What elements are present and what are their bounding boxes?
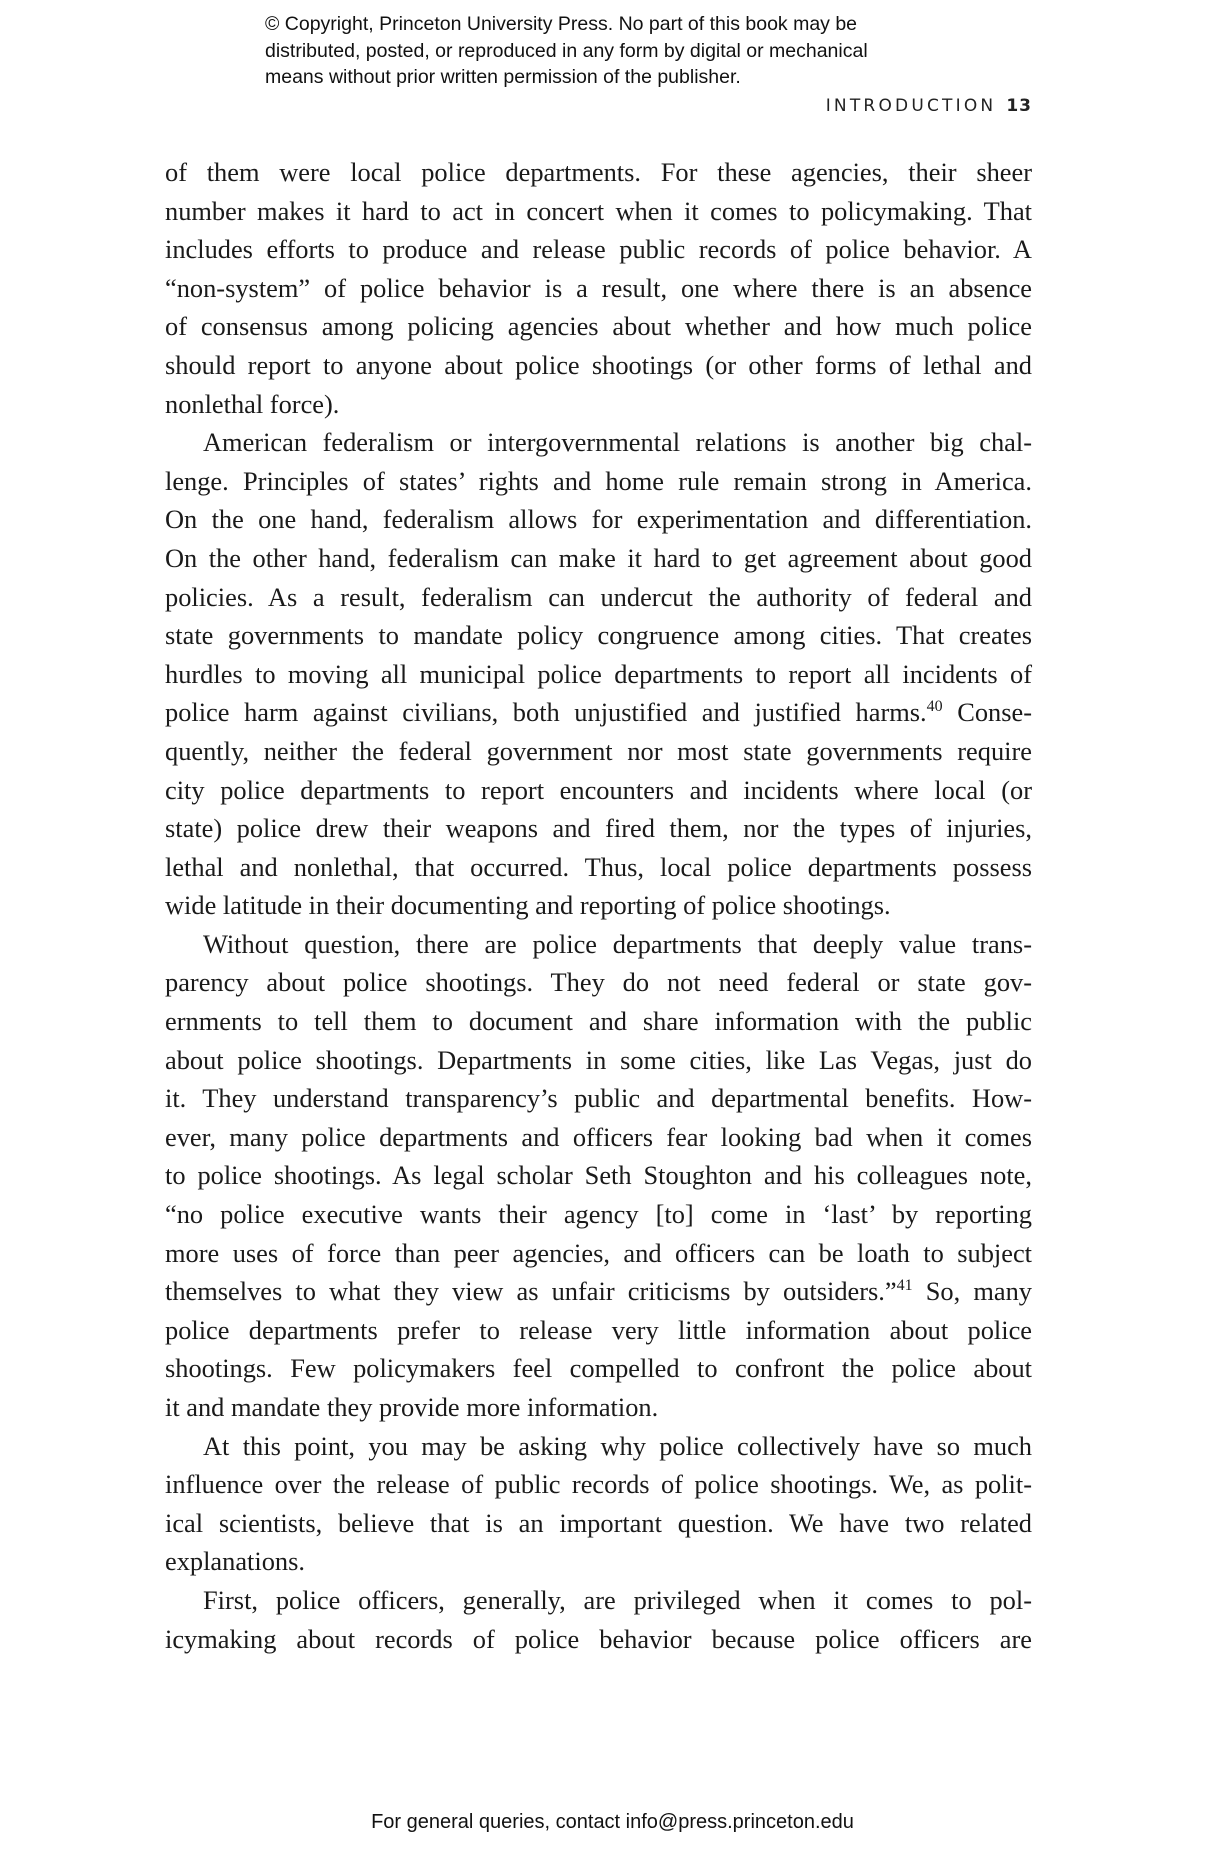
- text-line: Without question, there are police departments that deeply value trans-: [203, 928, 1032, 959]
- text-line: police departments prefer to release very little information about police: [165, 1314, 1032, 1345]
- text-line: parency about police shootings. They do not need federal or state gov-: [165, 967, 1032, 998]
- text-line: influence over the release of public records of police shootings. We, as polit-: [165, 1469, 1032, 1500]
- text-line: wide latitude in their documenting and reporting of police shootings.: [165, 890, 891, 921]
- text-run: Conse-: [942, 697, 1032, 728]
- text-line: number makes it hard to act in concert when it comes to policymaking. That: [165, 195, 1032, 226]
- text-line: lenge. Principles of states’ rights and home rule remain strong in America.: [165, 465, 1032, 496]
- footer-contact: For general queries, contact info@press.princeton.edu: [371, 1811, 854, 1833]
- text-line: state governments to mandate policy congruence among cities. That creates: [165, 620, 1032, 651]
- text-run: police harm against civilians, both unjustified and justified harms.: [165, 697, 927, 728]
- text-line: American federalism or intergovernmental relations is another big chal-: [203, 427, 1032, 458]
- text-line: of them were local police departments. For these agencies, their sheer: [165, 157, 1032, 187]
- text-line: city police departments to report encounters and incidents where local (or: [165, 774, 1032, 805]
- text-line: ernments to tell them to document and share information with the public: [165, 1006, 1032, 1037]
- copyright-line: © Copyright, Princeton University Press. No part of this book may be: [265, 13, 858, 35]
- text-line: more uses of force than peer agencies, and officers can be loath to subject: [165, 1237, 1032, 1268]
- text-line: policies. As a result, federalism can undercut the authority of federal and: [165, 581, 1032, 612]
- text-line: “no police executive wants their agency [to] come in ‘last’ by reporting: [165, 1199, 1032, 1230]
- text-line: [165, 693, 1032, 732]
- text-line: ever, many police departments and officers fear looking bad when it comes: [165, 1121, 1032, 1152]
- text-line: it. They understand transparency’s public and departmental benefits. How-: [165, 1083, 1032, 1114]
- body-text: [165, 153, 1032, 1658]
- copyright-line: means without prior written permission of the publisher.: [265, 66, 741, 88]
- paragraph: [165, 1581, 1032, 1658]
- paragraph: [165, 925, 1032, 1427]
- text-line: state) police drew their weapons and fired them, nor the types of injuries,: [165, 813, 1032, 844]
- footnote-marker[interactable]: 41: [896, 1277, 913, 1295]
- text-line: On the one hand, federalism allows for experimentation and differentiation.: [165, 504, 1032, 535]
- section-title: INTRODUCTION: [825, 96, 997, 116]
- text-line: [165, 1272, 1032, 1311]
- text-line: nonlethal force).: [165, 388, 340, 419]
- text-line: shootings. Few policymakers feel compelled to confront the police about: [165, 1353, 1032, 1384]
- text-line: explanations.: [165, 1546, 305, 1577]
- paragraph: [165, 423, 1032, 925]
- text-line: icymaking about records of police behavior because police officers are: [165, 1623, 1032, 1654]
- text-line: it and mandate they provide more information.: [165, 1392, 659, 1422]
- text-line: First, police officers, generally, are privileged when it comes to pol-: [203, 1584, 1032, 1615]
- copyright-line: distributed, posted, or reproduced in any form by digital or mechanical: [265, 39, 868, 62]
- paragraph: [165, 1427, 1032, 1581]
- footnote-marker[interactable]: 40: [926, 698, 943, 716]
- text-line: to police shootings. As legal scholar Seth Stoughton and his colleagues note,: [165, 1160, 1032, 1191]
- text-line: includes efforts to produce and release public records of police behavior. A: [165, 234, 1032, 265]
- copyright-notice: [265, 11, 1025, 91]
- paragraph: [165, 153, 1032, 423]
- text-line: At this point, you may be asking why police collectively have so much: [203, 1430, 1032, 1461]
- text-line: hurdles to moving all municipal police departments to report all incidents of: [165, 658, 1032, 689]
- text-run: So, many: [912, 1276, 1032, 1307]
- page-number: 13: [1006, 96, 1032, 116]
- text-line: On the other hand, federalism can make it hard to get agreement about good: [165, 542, 1032, 573]
- running-head: [826, 96, 1032, 116]
- text-line: about police shootings. Departments in some cities, like Las Vegas, just do: [165, 1044, 1032, 1075]
- text-line: “non-system” of police behavior is a result, one where there is an absence: [165, 272, 1032, 303]
- text-line: lethal and nonlethal, that occurred. Thus, local police departments possess: [165, 851, 1032, 882]
- text-line: should report to anyone about police shootings (or other forms of lethal and: [165, 349, 1032, 380]
- text-line: quently, neither the federal government nor most state governments require: [165, 735, 1032, 766]
- text-run: themselves to what they view as unfair criticisms by outsiders.”: [165, 1276, 897, 1307]
- text-line: of consensus among policing agencies about whether and how much police: [165, 311, 1032, 342]
- text-line: ical scientists, believe that is an important question. We have two related: [165, 1507, 1032, 1538]
